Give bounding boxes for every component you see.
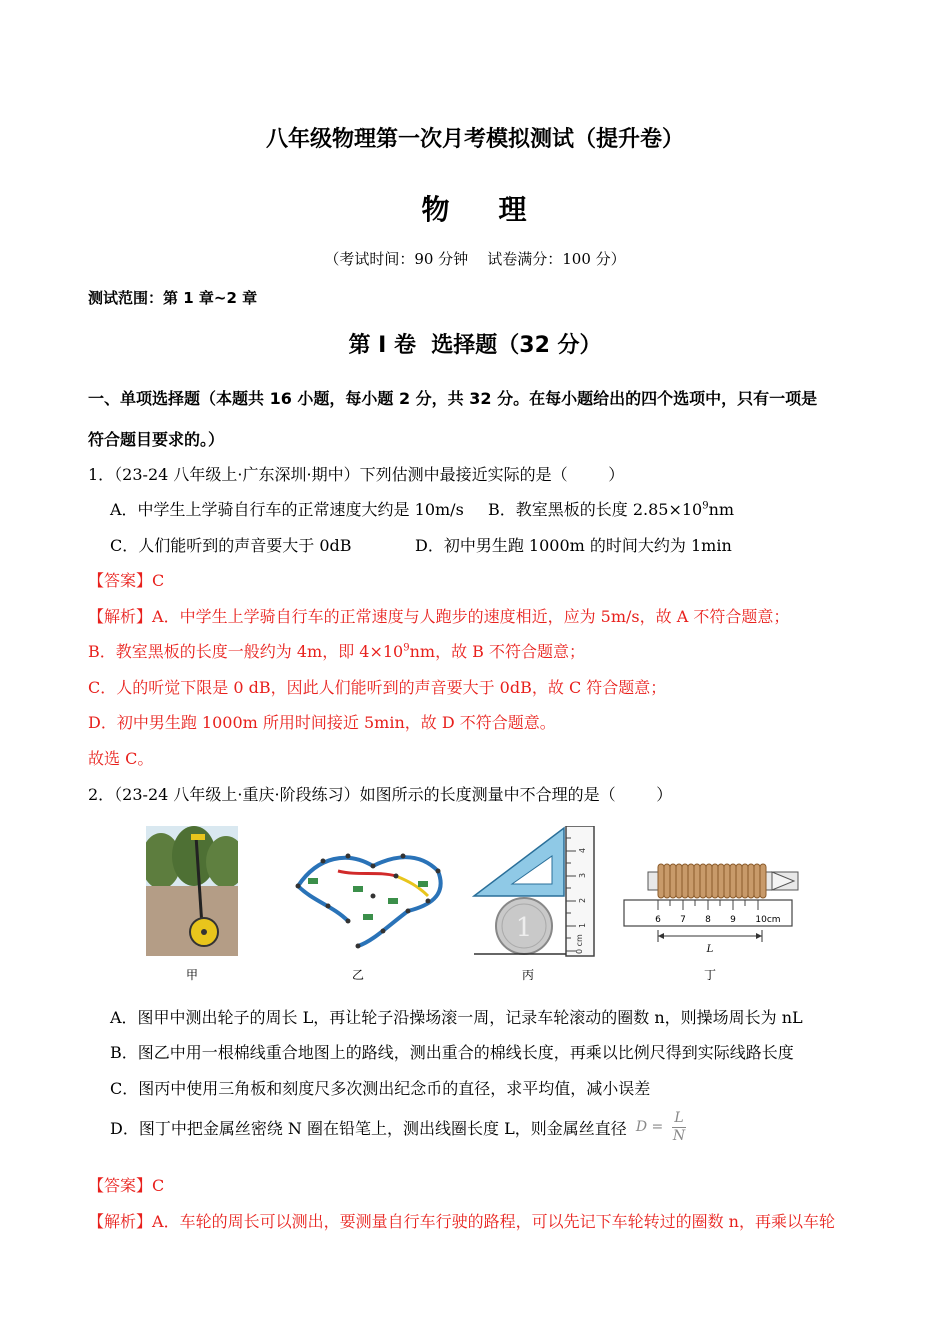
ruler-tick-6: 6 bbox=[655, 915, 661, 925]
figure-bing-coin bbox=[472, 826, 598, 958]
vruler-label-2: 2 bbox=[578, 897, 587, 903]
diameter-fraction: $\frac{L}{N}$ bbox=[672, 1110, 686, 1144]
q1-explanation-1: 【解析】A．中学生上学骑自行车的正常速度与人跑步的速度相近，应为 5m/s，故 A 不符合题意； bbox=[88, 607, 790, 626]
q1-option-a: A．中学生上学骑自行车的正常速度大约是 10m/s bbox=[110, 500, 464, 519]
exam-meta: （考试时间：90 分钟 试卷满分：100 分） bbox=[324, 250, 626, 268]
coin-numeral: 1 bbox=[515, 913, 533, 943]
q2-answer: 【答案】C bbox=[88, 1176, 165, 1195]
figure-ding-coil bbox=[622, 826, 802, 958]
part-title: 第 I 卷 选择题（32 分） bbox=[348, 333, 602, 358]
q1-answer: 【答案】C bbox=[88, 571, 165, 590]
figure-caption-yi: 乙 bbox=[352, 968, 365, 982]
figure-caption-ding: 丁 bbox=[704, 968, 717, 982]
ruler-tick-10cm: 10cm bbox=[755, 915, 781, 925]
page-title: 八年级物理第一次月考模拟测试（提升卷） bbox=[265, 127, 684, 152]
q1-stem: 1．（23-24 八年级上·广东深圳·期中）下列估测中最接近实际的是（ ） bbox=[88, 465, 625, 484]
figure-yi-map bbox=[278, 826, 458, 956]
vruler-label-4: 4 bbox=[578, 847, 587, 853]
vruler-label-1: 1 bbox=[578, 922, 587, 928]
q1-conclusion: 故选 C。 bbox=[88, 749, 154, 768]
subject-title: 物 理 bbox=[421, 193, 529, 226]
q2-stem: 2．（23-24 八年级上·重庆·阶段练习）如图所示的长度测量中不合理的是（ ） bbox=[88, 785, 673, 804]
q2-explanation-1: 【解析】A．车轮的周长可以测出，要测量自行车行驶的路程，可以先记下车轮转过的圈数 n，再乘以车轮 bbox=[88, 1212, 835, 1231]
q1-option-c: C．人们能听到的声音要大于 0dB bbox=[110, 536, 352, 555]
figure-jia-wheel bbox=[146, 826, 238, 956]
ruler-length-label: L bbox=[706, 944, 714, 955]
diameter-formula: D = bbox=[635, 1119, 664, 1135]
q1-explanation-4: D．初中男生跑 1000m 所用时间接近 5min，故 D 不符合题意。 bbox=[88, 713, 556, 732]
q1-explanation-3: C．人的听觉下限是 0 dB，因此人们能听到的声音要大于 0dB，故 C 符合题意； bbox=[88, 678, 667, 697]
section-heading-line2: 符合题目要求的。） bbox=[88, 430, 225, 449]
vruler-label-3: 3 bbox=[578, 872, 587, 878]
figure-caption-bing: 丙 bbox=[522, 968, 535, 982]
q1-explanation-2: B．教室黑板的长度一般约为 4m，即 $4\times 10^9nm$，故 B 不符合题意； bbox=[88, 642, 586, 661]
ruler-tick-7: 7 bbox=[680, 915, 686, 925]
q2-option-c: C．图丙中使用三角板和刻度尺多次测出纪念币的直径，求平均值，减小误差 bbox=[110, 1079, 651, 1098]
test-scope: 测试范围：第 1 章~2 章 bbox=[88, 289, 258, 307]
q1-option-b: B．教室黑板的长度 $2.85\times 10^9nm$ bbox=[488, 500, 735, 519]
q1-option-d: D．初中男生跑 1000m 的时间大约为 1min bbox=[415, 536, 732, 555]
figure-caption-jia: 甲 bbox=[186, 968, 199, 982]
ruler-tick-8: 8 bbox=[705, 915, 711, 925]
ruler-tick-9: 9 bbox=[730, 915, 736, 925]
vruler-label-0: 0 cm bbox=[575, 934, 584, 954]
section-heading-line1: 一、单项选择题（本题共 16 小题，每小题 2 分，共 32 分。在每小题给出的四个选项中，只有一项是 bbox=[88, 389, 818, 408]
q2-option-a: A．图甲中测出轮子的周长 L，再让轮子沿操场滚一周，记录车轮滚动的圈数 n，则操场周长为 nL bbox=[110, 1008, 803, 1027]
q2-option-d: D．图丁中把金属丝密绕 N 圈在铅笔上，测出线圈长度 L，则金属丝直径 D = $\frac{L}{N}$ bbox=[110, 1110, 686, 1144]
q2-option-b: B．图乙中用一根棉线重合地图上的路线，测出重合的棉线长度，再乘以比例尺得到实际线路长度 bbox=[110, 1043, 794, 1062]
